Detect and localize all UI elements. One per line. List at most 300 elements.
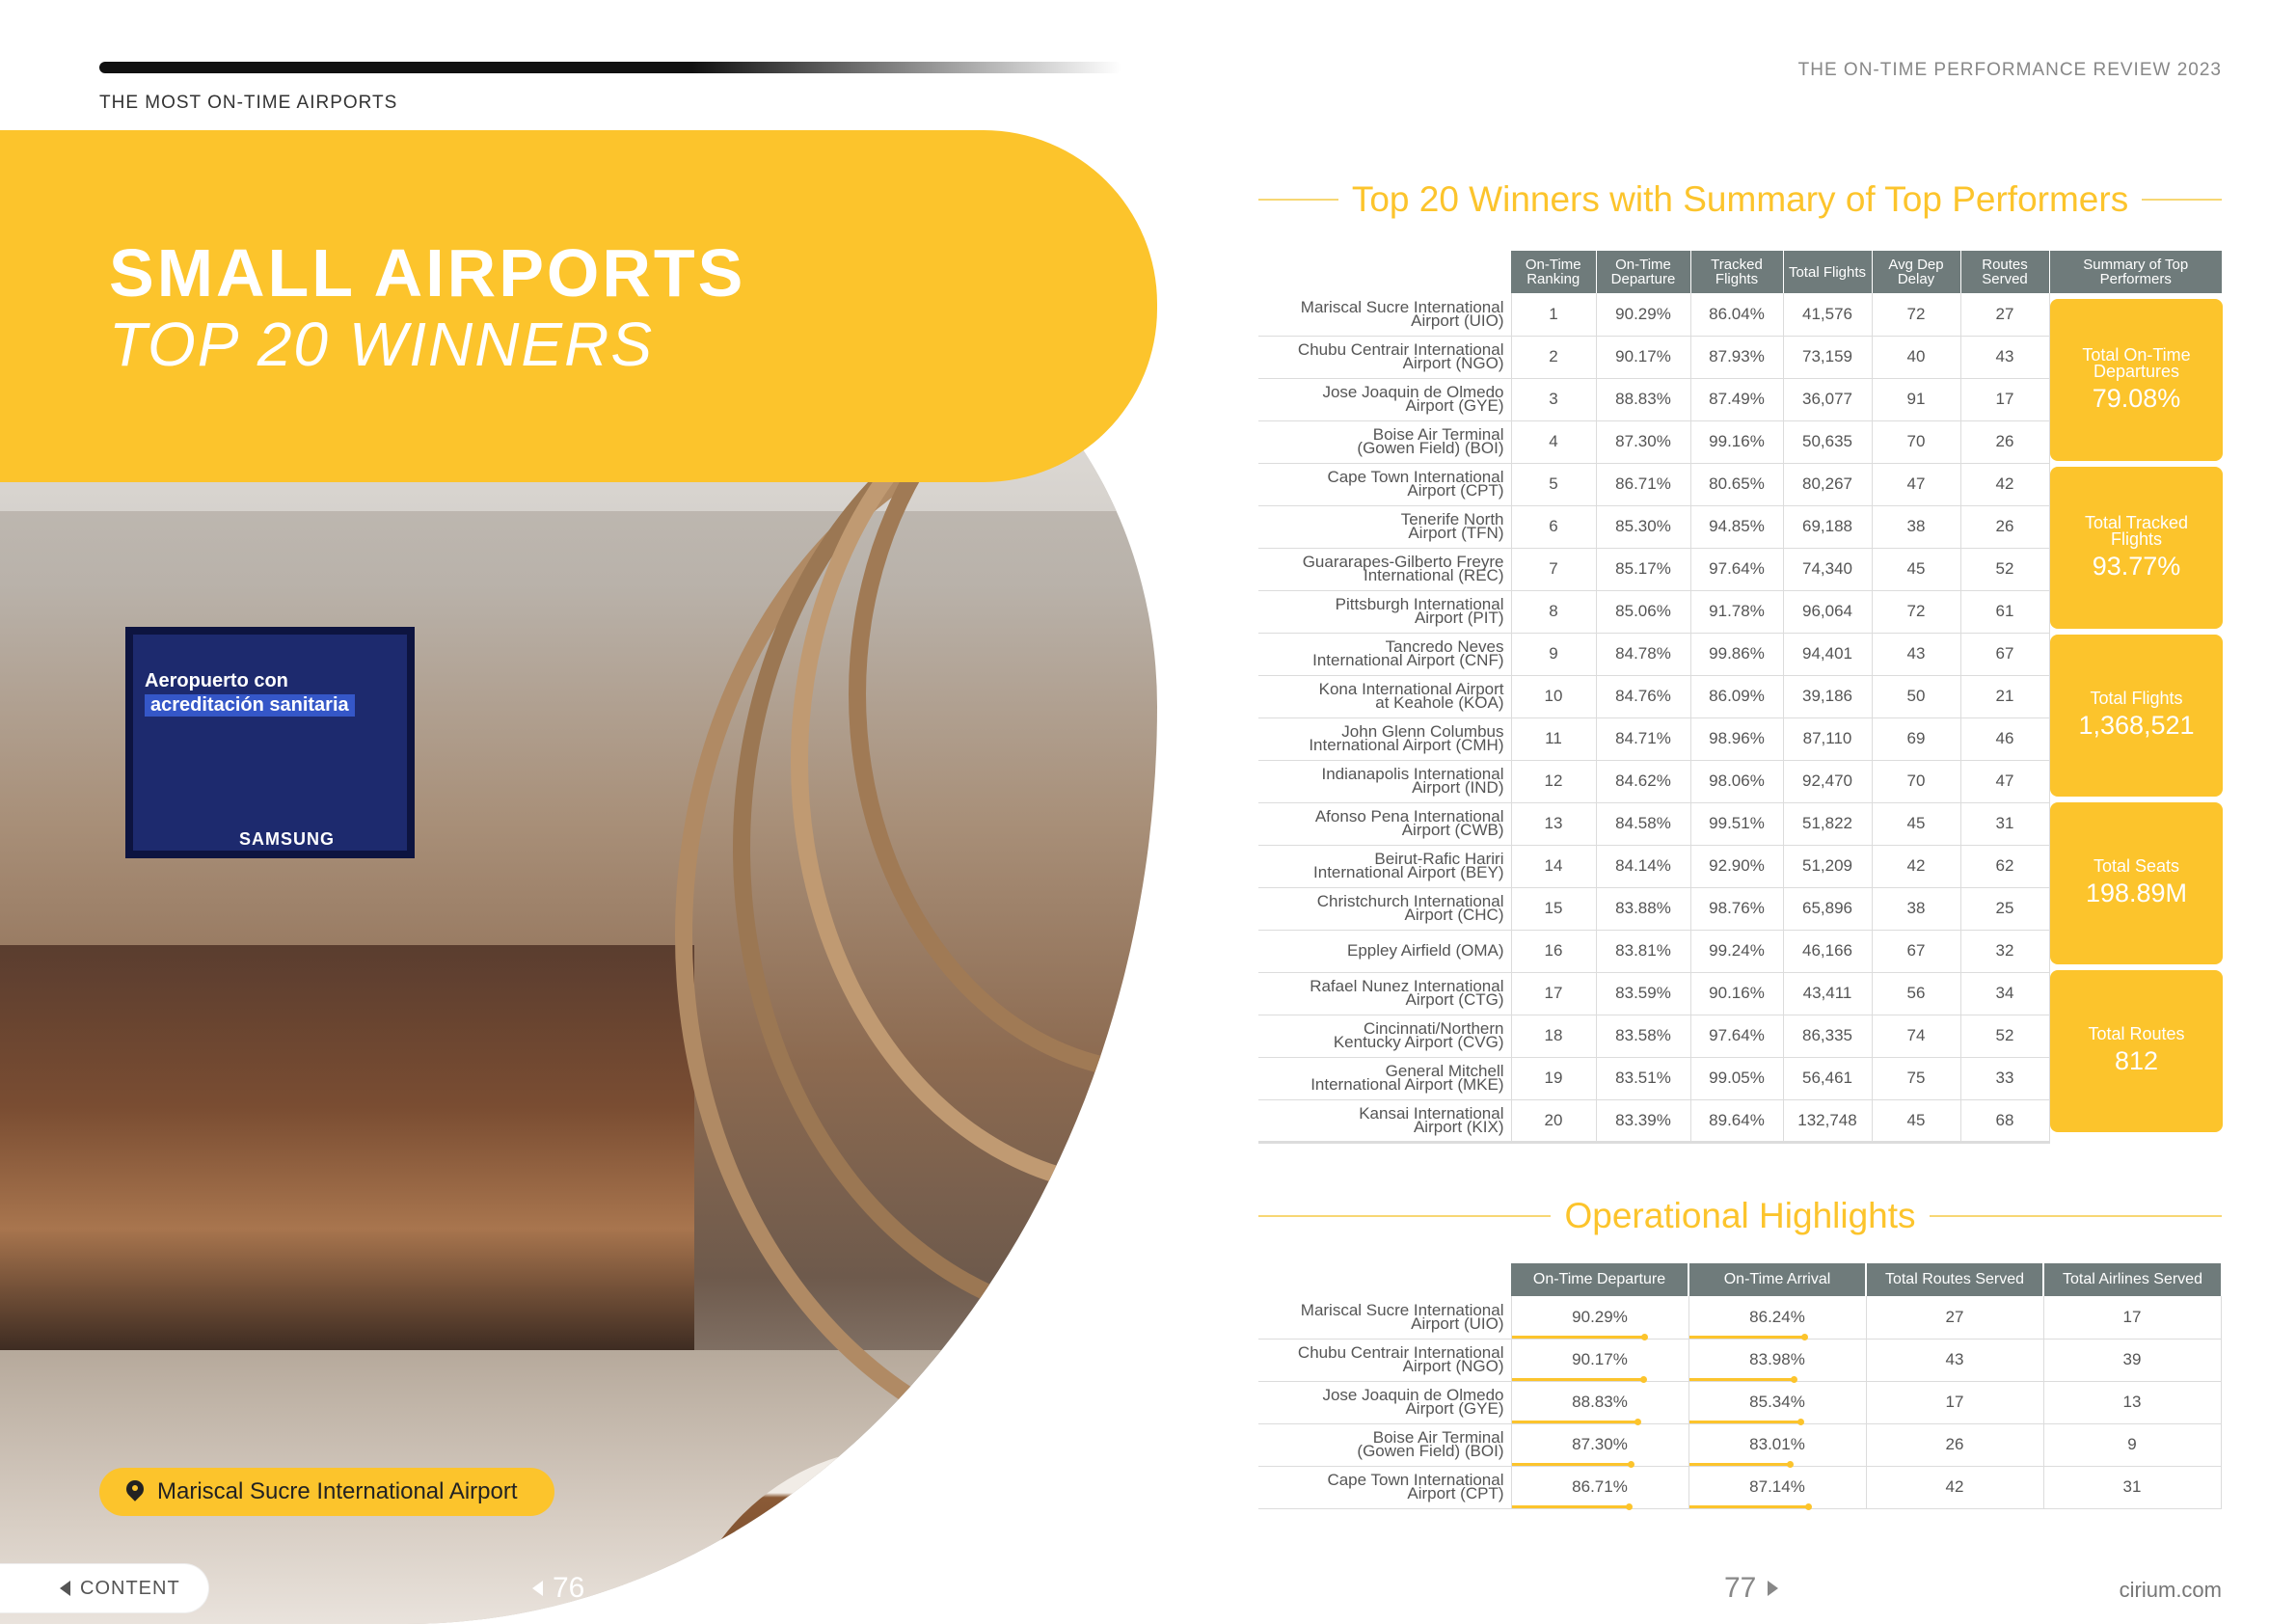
- triangle-right-icon: [1768, 1581, 1778, 1596]
- airport-name-line: Mariscal Sucre International: [1300, 1300, 1504, 1319]
- cell-dep: [1511, 1423, 1688, 1466]
- ops-heading: [1258, 1196, 2222, 1236]
- cell-tracked: 99.86%: [1690, 633, 1783, 675]
- cell-otp: 90.29%: [1596, 293, 1690, 336]
- cell-tracked: 86.04%: [1690, 293, 1783, 336]
- cell-airlines: [2043, 1339, 2221, 1381]
- cell-routes: 32: [1960, 930, 2049, 972]
- cell-rank: 18: [1511, 1015, 1596, 1057]
- cell-rank: 12: [1511, 760, 1596, 802]
- cell-flights: 46,166: [1783, 930, 1872, 972]
- column-header: Summary of Top Performers: [2049, 251, 2222, 293]
- cell-arr: [1688, 1381, 1866, 1423]
- cell-value: 83.01%: [1749, 1435, 1805, 1453]
- cell-delay: 70: [1872, 420, 1960, 463]
- cell-otp: 83.88%: [1596, 887, 1690, 930]
- column-header: Avg Dep Delay: [1872, 251, 1960, 293]
- airport-name-line: (Gowen Field) (BOI): [1357, 439, 1504, 457]
- cell-routes: [1866, 1339, 2043, 1381]
- cell-tracked: 80.65%: [1690, 463, 1783, 505]
- cell-rank: 17: [1511, 972, 1596, 1015]
- airport-name: [1258, 1466, 1511, 1508]
- cell-otp: 83.81%: [1596, 930, 1690, 972]
- cell-routes: 26: [1960, 505, 2049, 548]
- cell-tracked: 99.16%: [1690, 420, 1783, 463]
- cell-tracked: 86.09%: [1690, 675, 1783, 717]
- summary-label: Total On-Time Departures: [2082, 344, 2191, 381]
- cell-delay: 74: [1872, 1015, 1960, 1057]
- airport-name-line: Airport (UIO): [1411, 1313, 1504, 1333]
- cell-tracked: 99.24%: [1690, 930, 1783, 972]
- airport-name-line: Tenerife North: [1400, 510, 1504, 528]
- cell-airlines: [2043, 1466, 2221, 1508]
- cell-routes: 42: [1960, 463, 2049, 505]
- cell-routes: 27: [1960, 293, 2049, 336]
- cell-otp: 87.30%: [1596, 420, 1690, 463]
- cell-rank: 7: [1511, 548, 1596, 590]
- cell-tracked: 87.93%: [1690, 336, 1783, 378]
- cell-routes: [1866, 1466, 2043, 1508]
- cell-routes: 21: [1960, 675, 2049, 717]
- header-blank: [1258, 251, 1511, 293]
- airport-name-line: Pittsburgh International: [1335, 595, 1504, 613]
- cell-otp: 85.30%: [1596, 505, 1690, 548]
- page-subtitle: TOP 20 WINNERS: [109, 310, 654, 379]
- airport-name-line: Airport (PIT): [1414, 609, 1504, 627]
- cell-value: 90.29%: [1572, 1307, 1628, 1326]
- cell-flights: 74,340: [1783, 548, 1872, 590]
- cell-routes: 31: [1960, 802, 2049, 845]
- cell-routes: 25: [1960, 887, 2049, 930]
- airport-name-line: Airport (CHC): [1404, 906, 1504, 924]
- cell-otp: 90.17%: [1596, 336, 1690, 378]
- cell-rank: 20: [1511, 1099, 1596, 1142]
- location-pin-icon: [126, 1480, 144, 1503]
- cell-flights: 56,461: [1783, 1057, 1872, 1099]
- cell-value: 31: [2122, 1477, 2142, 1496]
- triangle-left-icon: [60, 1581, 70, 1596]
- airport-name-line: Kentucky Airport (CVG): [1333, 1033, 1504, 1051]
- summary-card: [2050, 802, 2223, 964]
- airport-name: [1258, 845, 1511, 887]
- cell-otp: 83.58%: [1596, 1015, 1690, 1057]
- cell-routes: 62: [1960, 845, 2049, 887]
- airport-name-line: Cape Town International: [1327, 468, 1504, 486]
- cell-delay: 42: [1872, 845, 1960, 887]
- cell-flights: 73,159: [1783, 336, 1872, 378]
- airport-name-line: John Glenn Columbus: [1341, 722, 1504, 741]
- cell-dep: [1511, 1296, 1688, 1339]
- summary-value: 198.89M: [2085, 879, 2188, 907]
- airport-name-line: Boise Air Terminal: [1372, 1428, 1504, 1447]
- cell-routes: 26: [1960, 420, 2049, 463]
- cell-value: 26: [1945, 1435, 1964, 1453]
- cell-otp: 84.78%: [1596, 633, 1690, 675]
- cell-delay: 45: [1872, 802, 1960, 845]
- cell-value: 9: [2127, 1435, 2137, 1453]
- cell-flights: 94,401: [1783, 633, 1872, 675]
- cell-flights: 80,267: [1783, 463, 1872, 505]
- airport-name: [1258, 717, 1511, 760]
- cell-otp: 85.17%: [1596, 548, 1690, 590]
- cell-rank: 5: [1511, 463, 1596, 505]
- airport-name: [1258, 675, 1511, 717]
- top20-heading-text: Top 20 Winners with Summary of Top Performers: [1351, 179, 2129, 219]
- airport-name-line: Airport (NGO): [1402, 354, 1504, 372]
- cell-airlines: [2043, 1296, 2221, 1339]
- airport-name-line: Cape Town International: [1327, 1471, 1504, 1489]
- cell-value: 88.83%: [1572, 1393, 1628, 1411]
- cell-arr: [1688, 1339, 1866, 1381]
- airport-name-line: Airport (KIX): [1413, 1117, 1504, 1136]
- cell-delay: 70: [1872, 760, 1960, 802]
- cell-airlines: [2043, 1423, 2221, 1466]
- airport-name-line: Airport (CPT): [1407, 481, 1504, 500]
- photo-screen: [125, 627, 415, 858]
- cell-rank: 10: [1511, 675, 1596, 717]
- column-header: On-Time Departure: [1596, 251, 1690, 293]
- airport-name: [1258, 1381, 1511, 1423]
- cell-otp: 84.14%: [1596, 845, 1690, 887]
- cell-tracked: 97.64%: [1690, 1015, 1783, 1057]
- cell-value: 90.17%: [1572, 1350, 1628, 1368]
- airport-name: [1258, 1423, 1511, 1466]
- cell-flights: 41,576: [1783, 293, 1872, 336]
- airport-name-line: Airport (CWB): [1401, 821, 1504, 839]
- airport-name: [1258, 505, 1511, 548]
- cell-tracked: 92.90%: [1690, 845, 1783, 887]
- section-label: THE MOST ON-TIME AIRPORTS: [99, 93, 398, 113]
- airport-name: [1258, 1296, 1511, 1339]
- airport-name: [1258, 802, 1511, 845]
- airport-name-line: Mariscal Sucre International: [1300, 297, 1504, 316]
- cell-otp: 85.06%: [1596, 590, 1690, 633]
- photo-screen-brand: SAMSUNG: [239, 829, 336, 849]
- airport-name: [1258, 336, 1511, 378]
- cell-value: 27: [1945, 1307, 1964, 1326]
- column-header: On-Time Arrival: [1688, 1263, 1866, 1296]
- cell-dep: [1511, 1466, 1688, 1508]
- cell-routes: 33: [1960, 1057, 2049, 1099]
- cell-routes: 46: [1960, 717, 2049, 760]
- cell-tracked: 99.05%: [1690, 1057, 1783, 1099]
- cell-otp: 84.76%: [1596, 675, 1690, 717]
- cell-dep: [1511, 1339, 1688, 1381]
- cell-flights: 51,209: [1783, 845, 1872, 887]
- next-page-link[interactable]: [1724, 1572, 1778, 1605]
- cell-delay: 72: [1872, 590, 1960, 633]
- cell-flights: 36,077: [1783, 378, 1872, 420]
- cell-tracked: 89.64%: [1690, 1099, 1783, 1142]
- summary-card: [2050, 635, 2223, 797]
- airport-name-line: Boise Air Terminal: [1372, 425, 1504, 444]
- percentage-bar: [1689, 1505, 1809, 1508]
- airport-name-line: International Airport (MKE): [1310, 1075, 1504, 1094]
- cell-rank: 15: [1511, 887, 1596, 930]
- heading-rule: [2142, 199, 2222, 201]
- cell-routes: 52: [1960, 1015, 2049, 1057]
- airport-name: [1258, 548, 1511, 590]
- cell-routes: 43: [1960, 336, 2049, 378]
- content-button[interactable]: [0, 1564, 208, 1612]
- column-header: Total Flights: [1783, 251, 1872, 293]
- cell-delay: 45: [1872, 548, 1960, 590]
- cell-rank: 16: [1511, 930, 1596, 972]
- airport-name-line: Chubu Centrair International: [1297, 340, 1504, 359]
- photo-shop: [0, 945, 694, 1350]
- heading-rule: [1258, 199, 1338, 201]
- column-header: Total Airlines Served: [2043, 1263, 2221, 1296]
- airport-name: [1258, 930, 1511, 972]
- airport-name: [1258, 1099, 1511, 1142]
- table-header-row: [1258, 251, 2222, 293]
- summary-value: 1,368,521: [2078, 711, 2195, 740]
- cell-flights: 65,896: [1783, 887, 1872, 930]
- table-row: [1258, 1423, 2221, 1466]
- cell-routes: 52: [1960, 548, 2049, 590]
- cell-delay: 38: [1872, 505, 1960, 548]
- cell-rank: 6: [1511, 505, 1596, 548]
- airport-name-line: Christchurch International: [1316, 892, 1504, 910]
- cell-value: 42: [1945, 1477, 1964, 1496]
- cell-otp: 86.71%: [1596, 463, 1690, 505]
- cell-routes: 17: [1960, 378, 2049, 420]
- airport-name: [1258, 887, 1511, 930]
- table-row: [1258, 1339, 2221, 1381]
- cell-tracked: 99.51%: [1690, 802, 1783, 845]
- airport-name: [1258, 420, 1511, 463]
- cell-value: 43: [1945, 1350, 1964, 1368]
- cell-rank: 14: [1511, 845, 1596, 887]
- location-badge: [99, 1468, 554, 1516]
- summary-value: 93.77%: [2092, 551, 2181, 581]
- cell-delay: 56: [1872, 972, 1960, 1015]
- airport-name-line: (Gowen Field) (BOI): [1357, 1442, 1504, 1460]
- airport-name-line: Airport (GYE): [1405, 396, 1504, 415]
- content-button-label: CONTENT: [80, 1577, 180, 1599]
- summary-value: 79.08%: [2092, 383, 2181, 413]
- cell-otp: 84.71%: [1596, 717, 1690, 760]
- cell-flights: 43,411: [1783, 972, 1872, 1015]
- cell-tracked: 98.96%: [1690, 717, 1783, 760]
- cell-flights: 86,335: [1783, 1015, 1872, 1057]
- ops-heading-text: Operational Highlights: [1564, 1196, 1916, 1235]
- cell-tracked: 87.49%: [1690, 378, 1783, 420]
- airport-name-line: General Mitchell: [1385, 1062, 1504, 1080]
- summary-value: 812: [2114, 1046, 2159, 1075]
- top-decorative-bar: [99, 62, 1121, 73]
- cell-tracked: 97.64%: [1690, 548, 1783, 590]
- airport-name-line: Indianapolis International: [1321, 765, 1504, 783]
- cell-flights: 87,110: [1783, 717, 1872, 760]
- cell-routes: [1866, 1296, 2043, 1339]
- page-number-left: 76: [553, 1572, 585, 1604]
- summary-label: Total Routes: [2088, 1024, 2185, 1043]
- cell-delay: 91: [1872, 378, 1960, 420]
- cell-rank: 3: [1511, 378, 1596, 420]
- cell-rank: 19: [1511, 1057, 1596, 1099]
- photo-screen-text: Aeropuerto con: [145, 670, 288, 691]
- summary-card: [2050, 970, 2223, 1132]
- heading-rule: [1258, 1215, 1551, 1217]
- cell-tracked: 91.78%: [1690, 590, 1783, 633]
- cell-flights: 51,822: [1783, 802, 1872, 845]
- table-row: [1258, 1381, 2221, 1423]
- cell-routes: 68: [1960, 1099, 2049, 1142]
- cell-tracked: 98.06%: [1690, 760, 1783, 802]
- cell-arr: [1688, 1296, 1866, 1339]
- airport-name-line: Guararapes-Gilberto Freyre: [1302, 553, 1504, 571]
- airport-name: [1258, 633, 1511, 675]
- airport-name-line: Airport (IND): [1412, 778, 1504, 797]
- airport-name-line: International Airport (BEY): [1313, 863, 1504, 881]
- airport-name-line: Jose Joaquin de Olmedo: [1322, 1386, 1504, 1404]
- cell-airlines: [2043, 1381, 2221, 1423]
- airport-name-line: Jose Joaquin de Olmedo: [1322, 383, 1504, 401]
- cell-flights: 132,748: [1783, 1099, 1872, 1142]
- cell-delay: 38: [1872, 887, 1960, 930]
- airport-name-line: Airport (TFN): [1408, 524, 1504, 542]
- airport-name-line: Airport (CTG): [1405, 990, 1504, 1009]
- airport-name: [1258, 590, 1511, 633]
- airport-name: [1258, 1057, 1511, 1099]
- airport-name: [1258, 293, 1511, 336]
- cell-routes: 61: [1960, 590, 2049, 633]
- previous-page-link[interactable]: [532, 1572, 584, 1605]
- airport-name: [1258, 972, 1511, 1015]
- heading-rule: [1930, 1215, 2222, 1217]
- airport-name-line: Tancredo Neves: [1385, 637, 1504, 656]
- cell-delay: 43: [1872, 633, 1960, 675]
- cell-flights: 39,186: [1783, 675, 1872, 717]
- airport-name-line: Kona International Airport: [1318, 680, 1504, 698]
- cell-arr: [1688, 1423, 1866, 1466]
- cell-routes: 67: [1960, 633, 2049, 675]
- top20-heading: [1258, 179, 2222, 220]
- airport-photo: [0, 289, 1157, 1624]
- cell-rank: 1: [1511, 293, 1596, 336]
- cell-delay: 45: [1872, 1099, 1960, 1142]
- summary-label: Total Flights: [2090, 689, 2183, 708]
- cell-delay: 47: [1872, 463, 1960, 505]
- cell-value: 83.98%: [1749, 1350, 1805, 1368]
- cell-rank: 9: [1511, 633, 1596, 675]
- cell-otp: 84.58%: [1596, 802, 1690, 845]
- cell-value: 17: [2122, 1307, 2142, 1326]
- airport-name-line: International Airport (CNF): [1312, 651, 1504, 669]
- airport-name-line: at Keahole (KOA): [1375, 693, 1504, 712]
- column-header: On-Time Ranking: [1511, 251, 1596, 293]
- page-number-right: 77: [1724, 1572, 1757, 1604]
- cell-otp: 84.62%: [1596, 760, 1690, 802]
- cell-delay: 67: [1872, 930, 1960, 972]
- column-header: Total Routes Served: [1866, 1263, 2043, 1296]
- cell-value: 39: [2122, 1350, 2142, 1368]
- cell-delay: 75: [1872, 1057, 1960, 1099]
- cell-value: 17: [1945, 1393, 1964, 1411]
- table-row: [1258, 1296, 2221, 1339]
- airport-name: [1258, 1015, 1511, 1057]
- airport-name-line: Beirut-Rafic Hariri: [1374, 850, 1504, 868]
- header-blank: [1258, 1263, 1511, 1296]
- cell-rank: 4: [1511, 420, 1596, 463]
- cell-value: 86.24%: [1749, 1307, 1805, 1326]
- cell-delay: 69: [1872, 717, 1960, 760]
- airport-name-line: Kansai International: [1359, 1103, 1504, 1123]
- cell-arr: [1688, 1466, 1866, 1508]
- cell-delay: 50: [1872, 675, 1960, 717]
- publication-title: THE ON-TIME PERFORMANCE REVIEW 2023: [1797, 60, 2222, 80]
- airport-name-line: International (REC): [1363, 566, 1504, 584]
- cell-value: 85.34%: [1749, 1393, 1805, 1411]
- airport-name: [1258, 378, 1511, 420]
- cell-tracked: 94.85%: [1690, 505, 1783, 548]
- column-header: Routes Served: [1960, 251, 2049, 293]
- airport-name-line: Eppley Airfield (OMA): [1347, 941, 1504, 960]
- cell-value: 13: [2122, 1393, 2142, 1411]
- cell-value: 87.30%: [1572, 1435, 1628, 1453]
- cell-rank: 2: [1511, 336, 1596, 378]
- cell-tracked: 98.76%: [1690, 887, 1783, 930]
- cell-delay: 40: [1872, 336, 1960, 378]
- cell-routes: 47: [1960, 760, 2049, 802]
- column-header: Tracked Flights: [1690, 251, 1783, 293]
- summary-label: Total Seats: [2093, 856, 2180, 876]
- airport-name: [1258, 760, 1511, 802]
- cell-routes: [1866, 1423, 2043, 1466]
- triangle-left-icon: [532, 1581, 543, 1596]
- cell-flights: 50,635: [1783, 420, 1872, 463]
- airport-name-line: Chubu Centrair International: [1297, 1343, 1504, 1362]
- page-title: SMALL AIRPORTS: [109, 235, 746, 311]
- airport-name-line: Airport (NGO): [1402, 1357, 1504, 1375]
- ops-table: [1258, 1263, 2222, 1509]
- cell-tracked: 90.16%: [1690, 972, 1783, 1015]
- cell-otp: 88.83%: [1596, 378, 1690, 420]
- airport-name-line: Airport (UIO): [1411, 311, 1504, 330]
- cell-value: 87.14%: [1749, 1477, 1805, 1496]
- cell-routes: 34: [1960, 972, 2049, 1015]
- airport-name-line: International Airport (CMH): [1309, 736, 1504, 754]
- table-row: [1258, 1466, 2221, 1508]
- cell-rank: 8: [1511, 590, 1596, 633]
- cell-flights: 96,064: [1783, 590, 1872, 633]
- cell-otp: 83.39%: [1596, 1099, 1690, 1142]
- summary-card: [2050, 467, 2223, 629]
- photo-screen-text: acreditación sanitaria: [145, 694, 355, 717]
- cell-otp: 83.59%: [1596, 972, 1690, 1015]
- airport-name: [1258, 463, 1511, 505]
- location-label: Mariscal Sucre International Airport: [157, 1478, 518, 1504]
- airport-name-line: Cincinnati/Northern: [1363, 1019, 1504, 1038]
- airport-name-line: Afonso Pena International: [1314, 807, 1504, 826]
- website-link[interactable]: cirium.com: [2119, 1578, 2222, 1602]
- cell-routes: [1866, 1381, 2043, 1423]
- summary-label: Total Tracked Flights: [2084, 512, 2189, 549]
- percentage-bar: [1512, 1505, 1630, 1508]
- cell-value: 86.71%: [1572, 1477, 1628, 1496]
- airport-name-line: Rafael Nunez International: [1310, 977, 1504, 995]
- cell-rank: 11: [1511, 717, 1596, 760]
- cell-flights: 69,188: [1783, 505, 1872, 548]
- column-header: On-Time Departure: [1511, 1263, 1688, 1296]
- airport-name-line: Airport (GYE): [1405, 1399, 1504, 1418]
- cell-rank: 13: [1511, 802, 1596, 845]
- airport-name: [1258, 1339, 1511, 1381]
- cell-otp: 83.51%: [1596, 1057, 1690, 1099]
- airport-name-line: Airport (CPT): [1407, 1484, 1504, 1502]
- cell-flights: 92,470: [1783, 760, 1872, 802]
